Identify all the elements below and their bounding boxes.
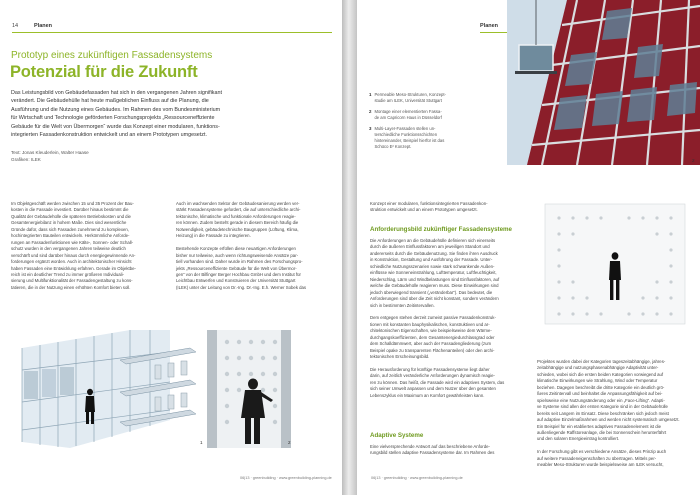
photo-capricorn-facade bbox=[507, 0, 700, 165]
lead-paragraph: Das Leistungsbild von Gebäudefassaden hat sich in den vergangenen Jahren signifikant verändert. Die Gebäudehülle hat heute maßgeblichen Einfluss auf die Planung, die Ausführung und die Nutzung eines Gebäudes. Im Rahmen des vom Bundesministerium für Wirtschaft und Technologie geförderten Forschungsprojekts „Ressourceneffiziente Gebäude für die Welt von Übermorgen“ wurde das Konzept einer modularen, funktions- integrierten Fassadenkonstruktion entwickelt und an einem Prototypen umgesetzt. bbox=[11, 90, 222, 139]
headline: Potenzial für die Zukunft bbox=[10, 63, 198, 81]
left-page bbox=[0, 0, 342, 495]
photo-figure-label: 2 bbox=[692, 158, 695, 163]
kicker: Prototyp eines zukünftigen Fassadensystems bbox=[11, 50, 213, 61]
figure-mesh-panel bbox=[537, 200, 692, 340]
subheading-adaptive-systeme: Adaptive Systeme bbox=[370, 432, 424, 439]
section-label: Planen bbox=[480, 23, 499, 29]
subheading-anforderungsbild: Anforderungsbild zukünftiger Fassadensysteme bbox=[370, 226, 512, 233]
body-column-2: Auch im wachsenden Sektor der Gebäudesanierung werden ver- stärkt Fassadensysteme gefordert, die auf unterschiedliche archi- tektonische, klimatische und funktionale Anforderungen reagie- ren können. Zudem besteht gerade in diesem Bereich häufig die Notwendigkeit, gebäudetechnische Baugruppen (Lüftung, Klima, Heizung) in die Fassade zu integrieren. Bestehende Konzepte erfüllen diese neuartigen Anforderungen bisher nur teilweise, auch wenn richtungsweisende Ansätze par- tiell vorhanden sind. Daher wurde im Rahmen des Forschungspro- jekts „Ressourceneffiziente Gebäude für die Welt von Übermor- gen“ von der Bilfinger Berger Hochbau GmbH und dem Institut für Leichtbau Entwerfen und Konstruieren der Universität Stuttgart (ILEK) unter der Leitung von Dr.-Ing. Dr.-Ing. E.h. Werner Sobek das bbox=[176, 201, 307, 290]
footer: 06|13 · greenbuilding · www.greenbuilding-planning.de bbox=[371, 476, 463, 480]
author-credits: Text: Jonas Kleuderlein, Walter Haase Grafiken: ILEK bbox=[11, 150, 89, 162]
mesh-rendering bbox=[207, 330, 291, 448]
caption-3: 3 Multi-Layer-Fassaden stellen un- terschiedliche Funktionsschichten hintereinander, Beispiel hierfür ist das Schüco E² Konzept. bbox=[369, 126, 445, 149]
book-gutter bbox=[342, 0, 357, 495]
caption-list bbox=[369, 92, 454, 150]
body-column-1: Im Objektgeschäft werden zwischen 15 und 35 Prozent der Bau- kosten in die Fassade investiert. Darüber hinaus bestimmt die Qualität der Gebäudehülle die späteren Betriebskosten und die Gesamtenergiebilanz in hohem Maße. Dies sind wesentliche Gründe dafür, dass sich Fassaden zunehmend zu komplexen, hochintegrierten Bauteilen entwickeln. Herkömmliche Anforde- rungen an Fassadenfunktionen wie Kälte-, Sonnen- oder Schall- schutz wurden in den vergangenen Jahren teilweise deutlich verschärft und sind darüber hinaus durch energiegewinnende An- forderungen ergänzt worden. Auch in architektonischer Hinsicht haben Fassaden eine Entwicklung erfahren. Gerade im Objektbe- reich ist ein deutlicher Trend zu immer größeren Individuali- sierung und Multifunktionalität der Fassadengestaltung zu kons- tatieren, die in der Nutzung einen erhöhten Komfort bieten soll. bbox=[11, 201, 136, 290]
figure-2-label: 2 bbox=[288, 440, 291, 445]
figure-1-label: 1 bbox=[200, 440, 203, 445]
section-label: Planen bbox=[34, 23, 53, 29]
page-number: 14 bbox=[12, 23, 19, 29]
body-column-1-section-2: Eine vielversprechende Antwort auf das beschriebene Anforde- rungsbild stellen adaptive Fassadensysteme dar. Im Rahmen des bbox=[370, 444, 495, 456]
header-rule bbox=[12, 32, 332, 33]
caption-1: 1 Permeable Meso-Strukturen, Konzept- studie am ILEK, Universität Stuttgart bbox=[369, 92, 446, 103]
right-page bbox=[357, 0, 700, 495]
figure-facade-rendering bbox=[10, 330, 200, 448]
body-column-2: Projektes wurden dabei der Kategorien tageszeitabhängige, jahres- zeitabhängige und nutzungsphasenabhängige Adaptivität unter- schieden, wobei sich die ersten beiden Kategorien vorwiegend auf klimatische Einwirkungen wie Strahlung, Wind oder Temperatur beziehen. Dagegen beschreibt die dritte Kategorie ein deutlich grö- ßeres Zeitintervall und beinhaltet die Anpassungsfähigkeit auf bei- spielsweise eine Nutzungsänderung oder ein „Face-Lifting“. Adapti- ve Systeme sind allen der ersten Kategorie sind in der Gebäudehülle bereits seit Langem im Einsatz. Diese beschränken sich jedoch meist auf adaptive Einzelmaßnahmen und werden nicht systematisch umgesetzt. Ein Beispiel für ein etabliertes adaptives Fassadenelement ist die außenliegende Raffstoreanlage, die bei Sonnenschein herunterfährt und den solaren Energieeintrag kontrolliert. In der Forschung gibt es verschiedene Ansätze, dieses Prinzip auch auf weitere Fassadeneigenschaften zu übertragen. Mittels per- meabler Meso-Strukturen wurde beispielsweise am ILEK versucht, bbox=[537, 359, 680, 468]
body-column-1-intro: Konzept einer modularen, funktionsintegrierten Fassadenkon- struktion entwickelt und an einem Prototypen umgesetzt. bbox=[370, 201, 488, 213]
figure-mesh-photo bbox=[207, 330, 291, 448]
caption-2: 2 Montage einer elementierten Fassa- de am Capricorn Haus in Düsseldorf bbox=[369, 109, 442, 120]
body-column-1-section-1: Die Anforderungen an die Gebäudehülle definieren sich einerseits durch die äußeren Einflussfaktoren am jeweiligen Standort und andererseits durch die Gebäudenutzung. Sie finden ihren Ausdruck in Konstruktion, Gestaltung und Ausführung der Fassade. Unter- schiedliche Nutzungsszenarien sowie stark schwankende Außen- einflüsse wie Sonneneinstrahlung, Lufttemperatur, Luftfeuchtigkeit, Niederschlag, Lärm und Windbelastungen sind Einflussfaktoren, auf welche die Gebäudehülle reagieren muss. Diese Einwirkungen sind jedoch überwiegend transient („veränderbar“). Das bedeutet, die Anforderungen sind über die Zeit nicht konstant, sondern verändern sich in bestimmten Zeitintervallen. Dem entgegen stehen derzeit zumeist passive Fassadenkonstruk- tionen mit konstanten bauphysikalischen, konstruktiven und ar- chitektonischen Eigenschaften, wie beispielsweise dem Wärme- durchgangskoeffizienten, dem Gesamtenergiedurchlassgrad oder dem Schalldämmwert, aber auch der Fassadengliederung (zum Beispiel opake zu transparenten Flächenanteilen) oder den archi- tektonischen Erscheinungsbild. Die Herausforderung für künftige Fassadensysteme liegt daher darin, auf zeitlich veränderliche Anforderungen dynamisch reagie- ren zu können. Das heißt, die Fassade wird ein adaptives System, das sich seiner Umwelt anpassen und dem Nutzer über den gesamten Lebenszyklus ein Maximum an Komfort gewährleisten kann. bbox=[370, 238, 505, 398]
footer: 06|13 · greenbuilding · www.greenbuilding-planning.de bbox=[240, 476, 332, 480]
